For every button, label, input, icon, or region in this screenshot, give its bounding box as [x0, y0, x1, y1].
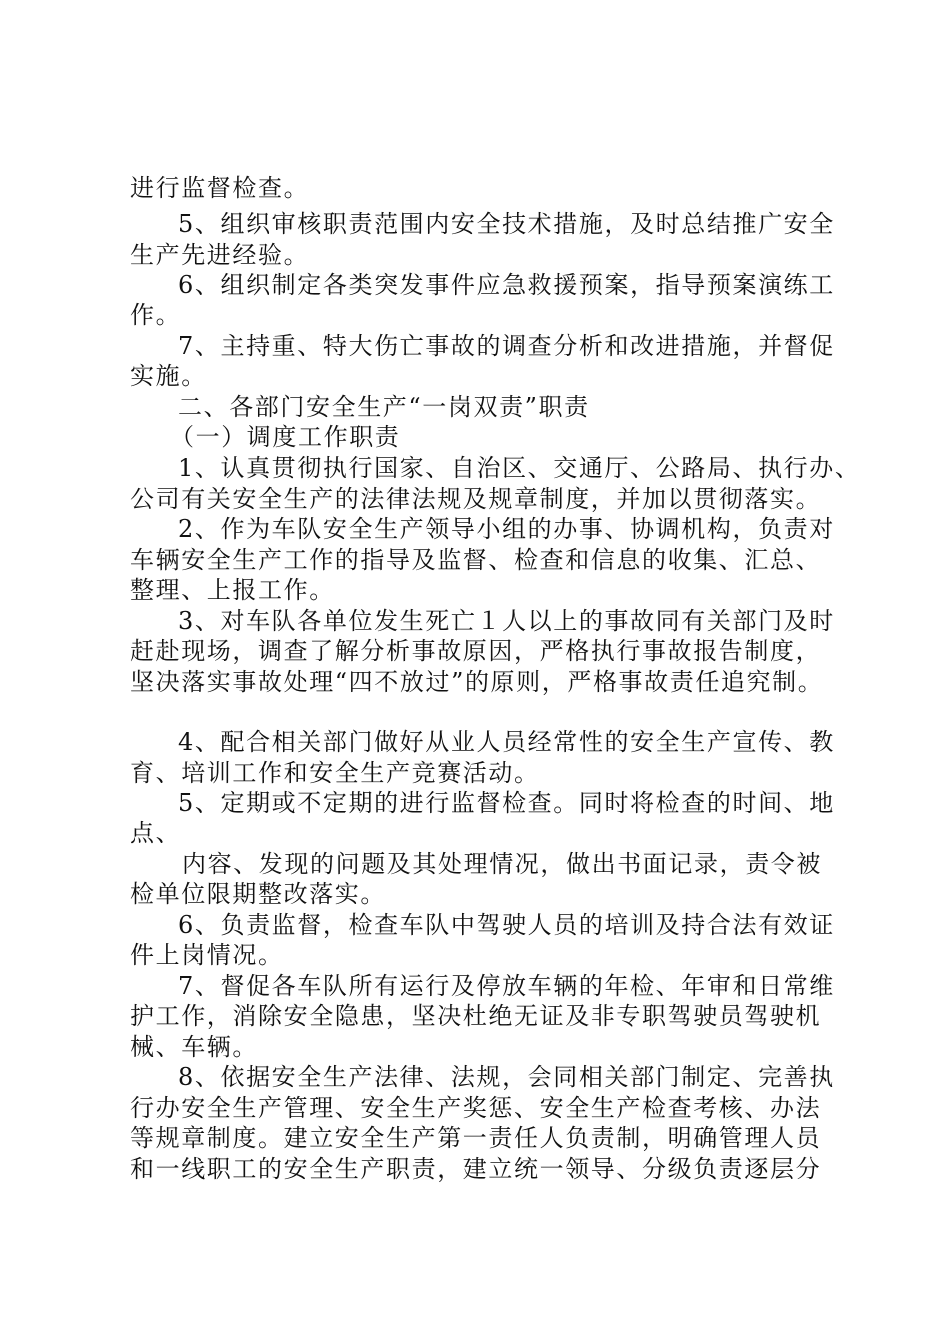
text-line: 作。	[130, 301, 182, 329]
text-line: 4、配合相关部门做好从业人员经常性的安全生产宣传、教	[178, 728, 835, 756]
text-line: 和一线职工的安全生产职责，建立统一领导、分级负责逐层分	[130, 1155, 822, 1183]
text-line: 点、	[130, 819, 182, 847]
text-line: 车辆安全生产工作的指导及监督、检查和信息的收集、汇总、	[130, 546, 822, 574]
text-line: 8、依据安全生产法律、法规，会同相关部门制定、完善执	[178, 1063, 835, 1091]
text-line: 坚决落实事故处理“四不放过”的原则，严格事故责任追究制。	[130, 668, 824, 696]
text-line: 2、作为车队安全生产领导小组的办事、协调机构，负责对	[178, 515, 835, 543]
text-line: 械、车辆。	[130, 1033, 258, 1061]
text-line: 赶赴现场，调查了解分析事故原因，严格执行事故报告制度，	[130, 637, 822, 665]
text-line: 生产先进经验。	[130, 241, 310, 269]
text-line: 进行监督检查。	[130, 174, 310, 202]
text-line: 7、主持重、特大伤亡事故的调查分析和改进措施，并督促	[178, 332, 835, 360]
text-line: 5、组织审核职责范围内安全技术措施，及时总结推广安全	[178, 210, 835, 238]
text-line: 护工作，消除安全隐患，坚决杜绝无证及非专职驾驶员驾驶机	[130, 1002, 822, 1030]
text-line: 5、定期或不定期的进行监督检查。同时将检查的时间、地	[178, 789, 835, 817]
subsection-heading: （一）调度工作职责	[170, 423, 401, 451]
text-line: 等规章制度。建立安全生产第一责任人负责制，明确管理人员	[130, 1124, 822, 1152]
section-heading: 二、各部门安全生产“一岗双责”职责	[178, 393, 590, 421]
text-line: 行办安全生产管理、安全生产奖惩、安全生产检查考核、办法	[130, 1094, 822, 1122]
text-line: 件上岗情况。	[130, 941, 284, 969]
text-line: 内容、发现的问题及其处理情况，做出书面记录，责令被	[182, 850, 822, 878]
text-line: 实施。	[130, 362, 207, 390]
text-line: 公司有关安全生产的法律法规及规章制度，并加以贯彻落实。	[130, 485, 822, 513]
text-line: 检单位限期整改落实。	[130, 880, 386, 908]
text-line: 3、对车队各单位发生死亡１人以上的事故同有关部门及时	[178, 607, 835, 635]
text-line: 育、培训工作和安全生产竞赛活动。	[130, 759, 540, 787]
text-line: 整理、上报工作。	[130, 576, 335, 604]
text-line: 6、负责监督，检查车队中驾驶人员的培训及持合法有效证	[178, 911, 835, 939]
text-line: 6、组织制定各类突发事件应急救援预案，指导预案演练工	[178, 271, 835, 299]
text-line: 1、认真贯彻执行国家、自治区、交通厅、公路局、执行办、	[178, 454, 861, 482]
text-line: 7、督促各车队所有运行及停放车辆的年检、年审和日常维	[178, 972, 835, 1000]
